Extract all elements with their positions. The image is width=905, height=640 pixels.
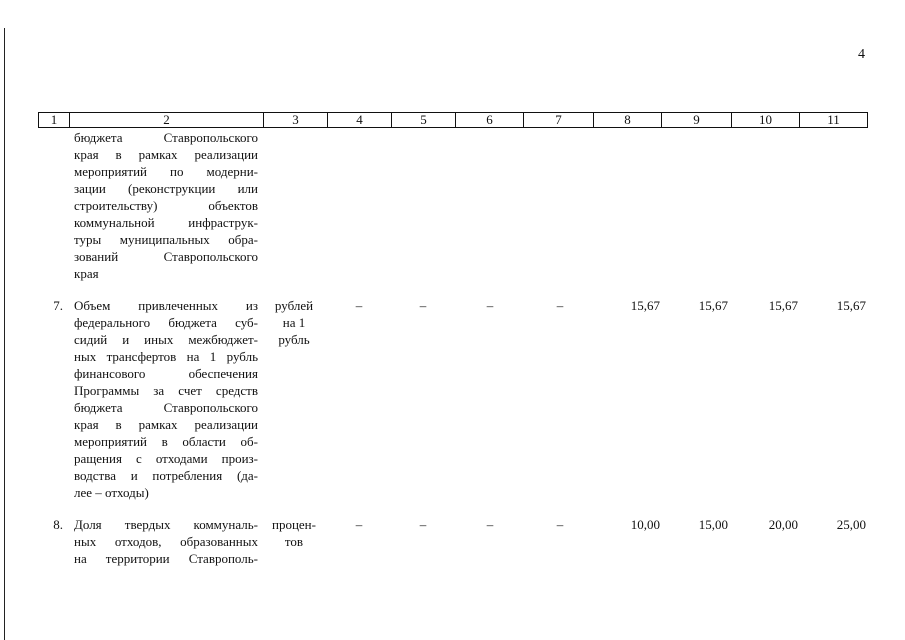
row-number: 8.	[53, 517, 63, 532]
unit-line: на 1	[282, 315, 306, 330]
description-line: Программы за счет средств	[74, 383, 258, 398]
column-number: 4	[327, 113, 391, 127]
dash-cell: –	[486, 517, 494, 532]
page-left-rule	[4, 28, 5, 640]
column-number-header	[38, 112, 868, 128]
column-number: 5	[391, 113, 455, 127]
column-number: 9	[661, 113, 731, 127]
dash-cell: –	[486, 298, 494, 313]
column-number: 6	[455, 113, 523, 127]
description-line: водства и потребления (да-	[74, 468, 258, 483]
page-number: 4	[858, 47, 865, 62]
unit-line: рубль	[278, 332, 310, 347]
row-description	[74, 516, 258, 567]
description-line: бюджета Ставропольского	[74, 400, 258, 415]
column-number: 8	[593, 113, 661, 127]
continued-row-description	[74, 129, 258, 282]
column-number: 7	[523, 113, 593, 127]
description-line: Доля твердых коммуналь-	[74, 517, 258, 532]
dash-cell: –	[419, 298, 427, 313]
description-line: края в рамках реализации	[74, 147, 258, 162]
description-line: зации (реконструкции или	[74, 181, 258, 196]
dash-cell: –	[419, 517, 427, 532]
dash-cell: –	[355, 298, 363, 313]
unit-line: тов	[284, 534, 304, 549]
description-line: сидий и иных межбюджет-	[74, 332, 258, 347]
description-line: бюджета Ставропольского	[74, 130, 258, 145]
row-unit	[264, 297, 324, 348]
value-cell: 15,67	[698, 298, 728, 313]
value-cell: 15,67	[768, 298, 798, 313]
dash-cell: –	[355, 517, 363, 532]
description-line: строительству) объектов	[74, 198, 258, 213]
value-cell: 25,00	[836, 517, 866, 532]
value-cell: 15,67	[630, 298, 660, 313]
dash-cell: –	[556, 517, 564, 532]
description-line: туры муниципальных обра-	[74, 232, 258, 247]
column-number: 1	[50, 112, 58, 127]
description-line: ных трансфертов на 1 рубль	[74, 349, 258, 364]
column-number: 3	[263, 113, 327, 127]
description-line: края	[74, 266, 99, 281]
description-line: края в рамках реализации	[74, 417, 258, 432]
row-description	[74, 297, 258, 501]
column-number: 2	[69, 113, 263, 127]
unit-line: рублей	[274, 298, 314, 313]
value-cell: 15,00	[698, 517, 728, 532]
description-line: ращения с отходами произ-	[74, 451, 258, 466]
column-number: 10	[731, 113, 799, 127]
description-line: федерального бюджета суб-	[74, 315, 258, 330]
unit-line: процен-	[272, 517, 316, 532]
description-line: мероприятий в области об-	[74, 434, 258, 449]
description-line: на территории Ставрополь-	[74, 551, 258, 566]
description-line: Объем привлеченных из	[74, 298, 258, 313]
value-cell: 20,00	[768, 517, 798, 532]
column-number: 11	[799, 113, 867, 127]
value-cell: 10,00	[630, 517, 660, 532]
row-number: 7.	[53, 298, 63, 313]
description-line: лее – отходы)	[74, 485, 149, 500]
description-line: коммунальной инфраструк-	[74, 215, 258, 230]
description-line: мероприятий по модерни-	[74, 164, 258, 179]
description-line: зований Ставропольского	[74, 249, 258, 264]
description-line: ных отходов, образованных	[74, 534, 258, 549]
row-unit	[264, 516, 324, 550]
value-cell: 15,67	[836, 298, 866, 313]
dash-cell: –	[556, 298, 564, 313]
description-line: финансового обеспечения	[74, 366, 258, 381]
